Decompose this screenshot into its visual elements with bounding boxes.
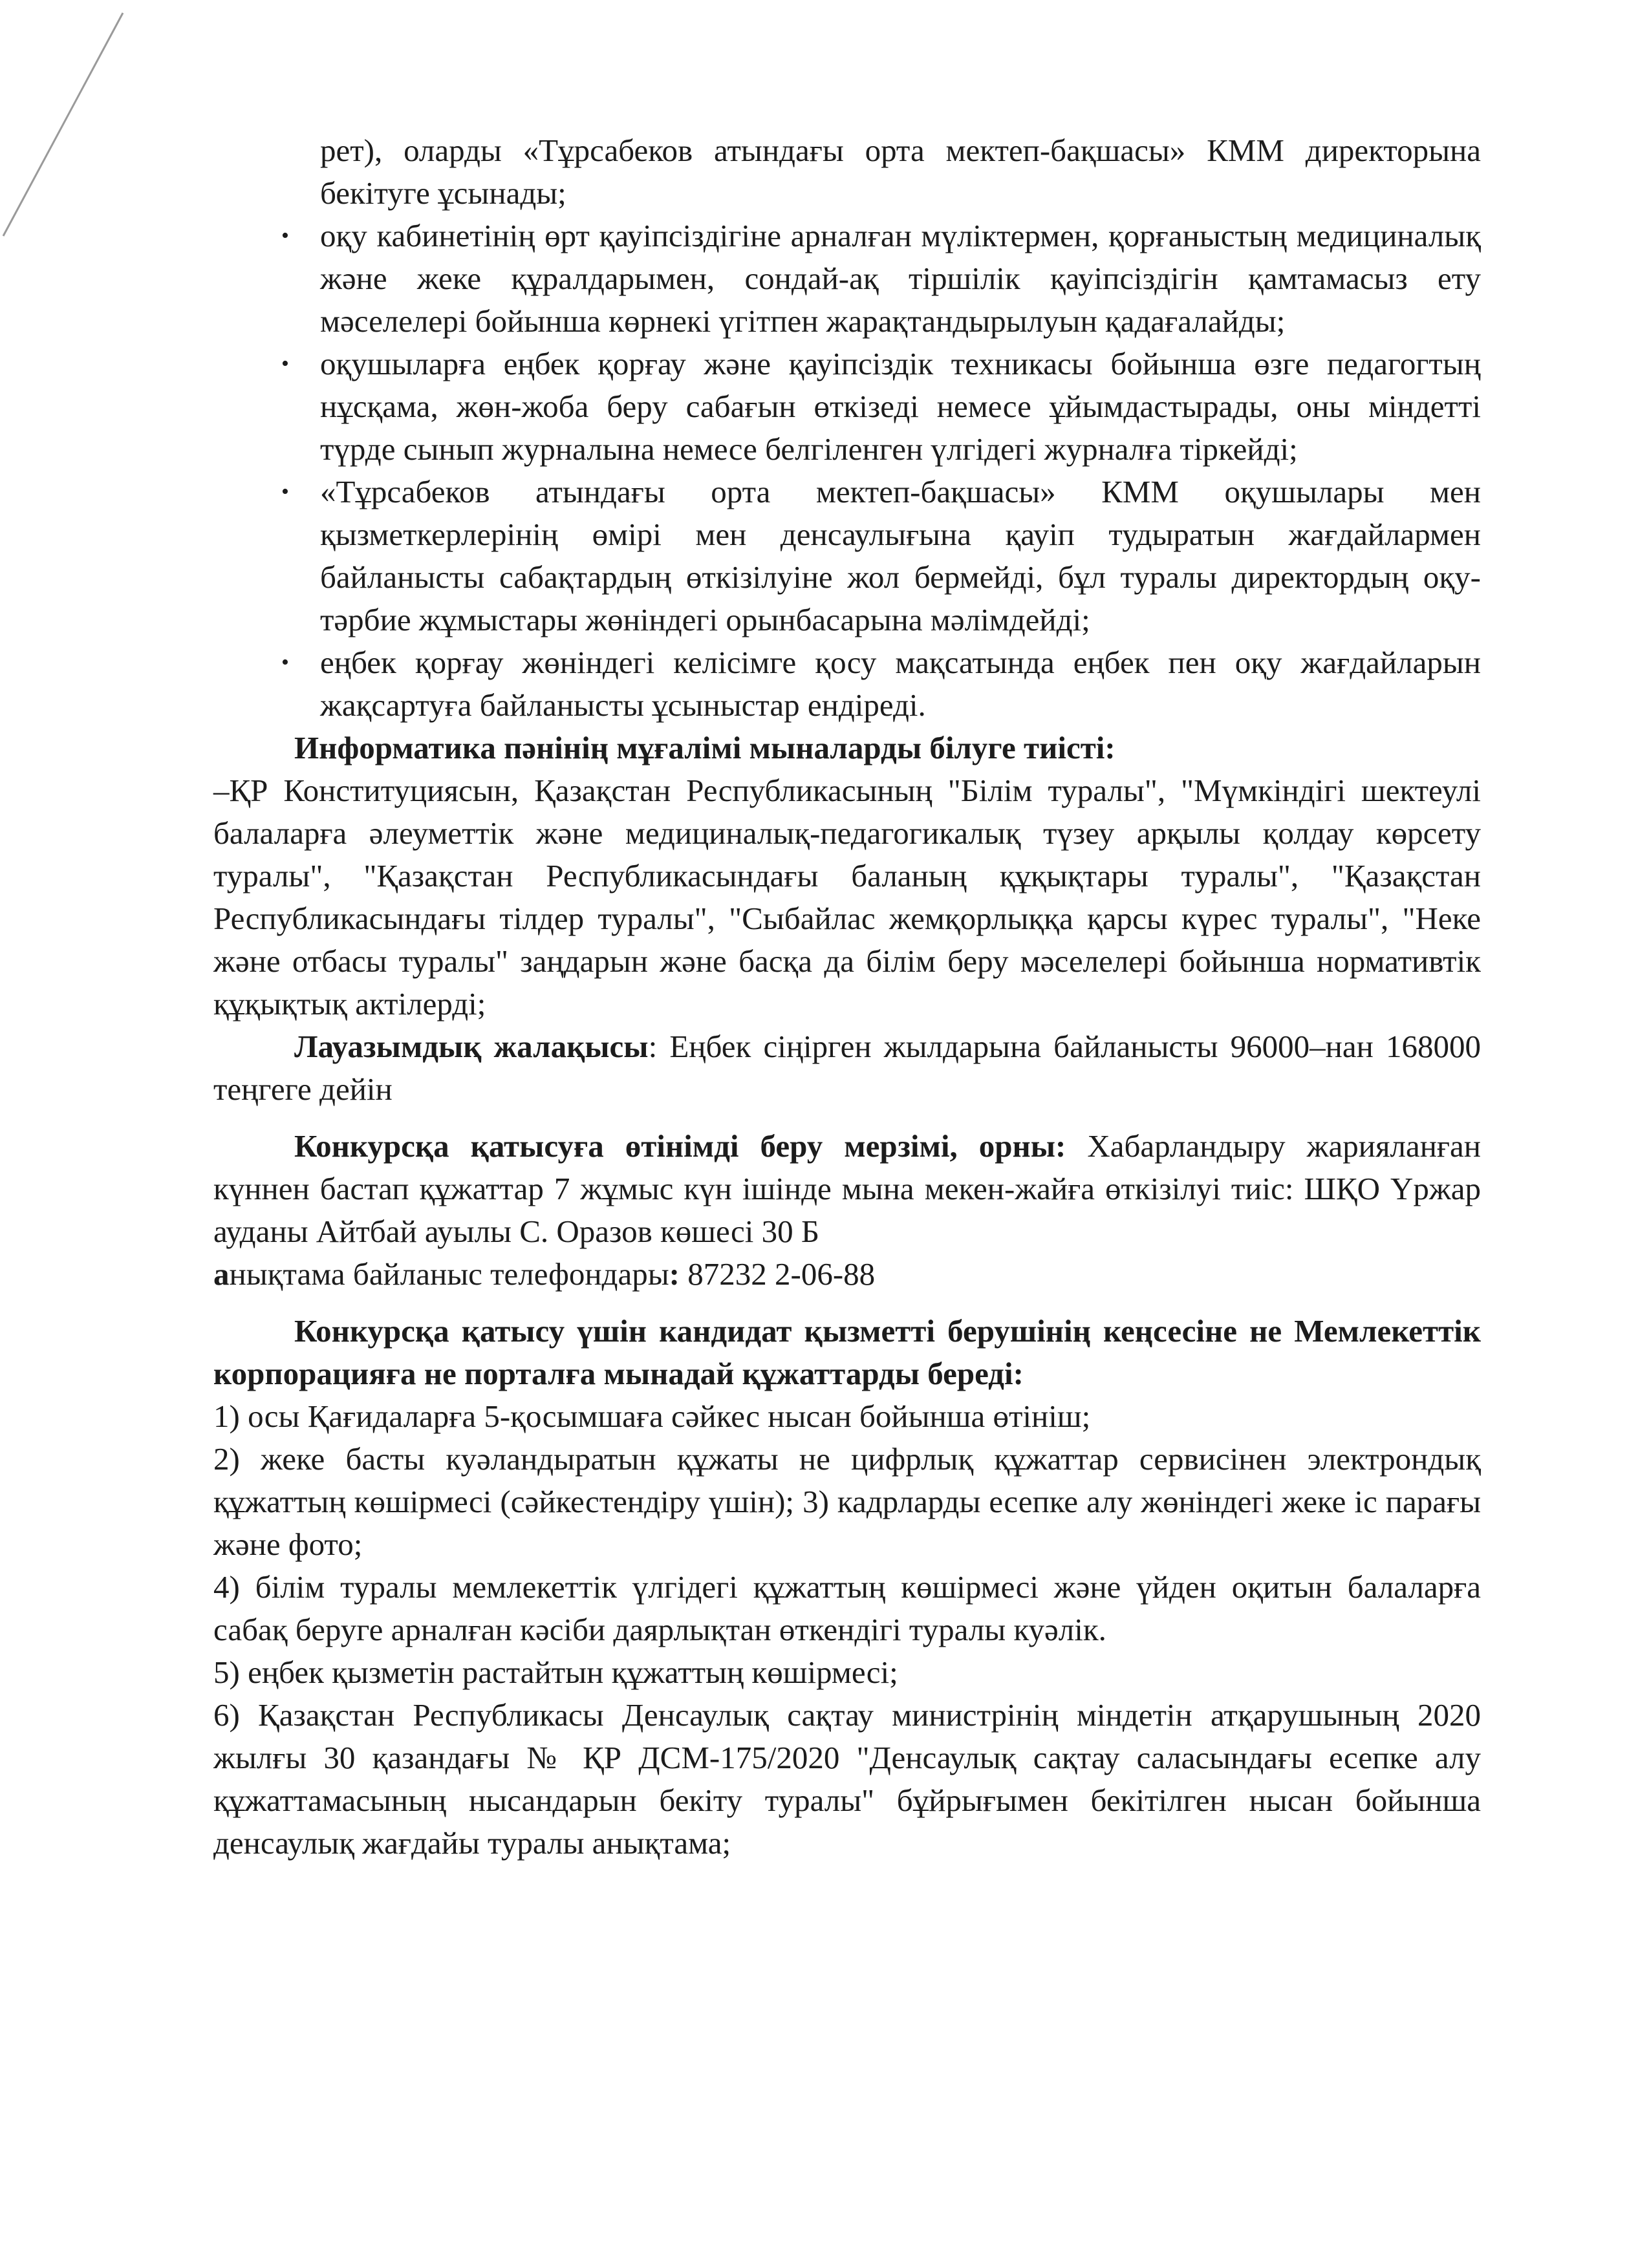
list-item: 4) білім туралы мемлекеттік үлгідегі құжаттың көшірмесі және үйден оқитын балаларға сабақ беруге арналған кәсіби даярлықтан өткендігі туралы куәлік. [213,1569,1481,1647]
list-item: • еңбек қорғау жөніндегі келісімге қосу мақсатында еңбек пен оқу жағдайларын жақсартуға байланысты ұсыныстар ендіреді. [213,641,1481,727]
deadline-text: Хабарландыру жарияланған күннен бастап құжаттар 7 жұмыс күн ішінде мына мекен-жайға өткізілуі тиіс: ШҚО Үржар ауданы Айтбай ауылы С. Оразов көшесі 30 Б [213,1128,1481,1249]
salary-paragraph [213,1025,1481,1111]
knowledge-heading: Информатика пәнінің мұғалімі мыналарды білуге тиісті: [294,730,1116,765]
list-item: • оқушыларға еңбек қорғау және қауіпсіздік техникасы бойынша өзге педагогтың нұсқама, жөн-жоба беру сабағын өткізеді немесе ұйымдастырады, оны міндетті түрде сынып журналына немесе белгіленген үлгідегі журналға тіркейді; [213,343,1481,471]
deadline-paragraph [213,1125,1481,1253]
bullet-icon: • [281,224,289,248]
documents-heading: Конкурсқа қатысу үшін кандидат қызметті берушінің кеңсесіне не Мемлекеттік корпорацияға не порталға мынадай құжаттарды береді: [213,1313,1481,1391]
list-item: 1) осы Қағидаларға 5-қосымшаға сәйкес нысан бойынша өтініш; [213,1398,1091,1434]
document-body [213,129,1481,1865]
continued-line: рет), оларды «Тұрсабеков атындағы орта мектеп-бақшасы» КММ директорына бекітуге ұсынады; [320,133,1481,211]
bullet-icon: • [281,352,289,376]
list-item: • «Тұрсабеков атындағы орта мектеп-бақшасы» КММ оқушылары мен қызметкерлерінің өмірі мен денсаулығына қауіп тудыратын жағдайлармен байланысты сабақтардың өткізілуіне жол бермейді, бұл туралы директордың оқу-тәрбие жұмыстары жөніндегі орынбасарына мәлімдейді; [213,471,1481,641]
deadline-label: Конкурсқа қатысуға өтінімді беру мерзімі, орны: [294,1128,1066,1164]
list-item: 6) Қазақстан Республикасы Денсаулық сақтау министрінің міндетін атқарушының 2020 жылғы 30 қазандағы № ҚР ДСМ-175/2020 "Денсаулық сақтау саласындағы есепке алу құжаттамасының нысандарын бекіту туралы" бұйрығымен бекітілген нысан бойынша денсаулық жағдайы туралы анықтама; [213,1697,1481,1861]
knowledge-text: –ҚР Конституциясын, Қазақстан Республикасының "Білім туралы", "Мүмкіндігі шектеулі балаларға әлеуметтік және медициналық-педагогикалық түзеу арқылы қолдау көрсету туралы", "Қазақстан Республикасындағы баланың құқықтары туралы", "Қазақстан Республикасындағы тілдер туралы", "Сыбайлас жемқорлыққа қарсы күрес туралы", "Неке және отбасы туралы" заңдарын және басқа да білім беру мәселелері бойынша нормативтік құқықтық актілерді; [213,773,1481,1022]
contact-phone: 87232 2-06-88 [680,1256,876,1292]
bullet-icon: • [281,650,289,674]
contact-line: анықтама байланыс телефондары: 87232 2-06-88 [213,1256,876,1292]
bullet-icon: • [281,480,289,504]
duties-list [213,215,1481,727]
list-item: 2) жеке басты куәландыратын құжаты не цифрлық құжаттар сервисінен электрондық құжаттың көшірмесі (сәйкестендіру үшін); 3) кадрларды есепке алу жөніндегі жеке іс парағы және фото; [213,1441,1481,1562]
list-item: • оқу кабинетінің өрт қауіпсіздігіне арналған мүліктермен, қорғаныстың медициналық және жеке құралдарымен, сондай-ақ тіршілік қауіпсіздігін қамтамасыз ету мәселелері бойынша көрнекі үгітпен жарақтандырылуын қадағалайды; [213,215,1481,343]
salary-label: Лауазымдық жалақысы [294,1029,649,1064]
salary-text: : Еңбек сіңірген жылдарына байланысты 96000–нан 168000 теңгеге дейін [213,1029,1481,1107]
requirements-list [213,1395,1481,1865]
list-item: 5) еңбек қызметін растайтын құжаттың көшірмесі; [213,1654,898,1690]
